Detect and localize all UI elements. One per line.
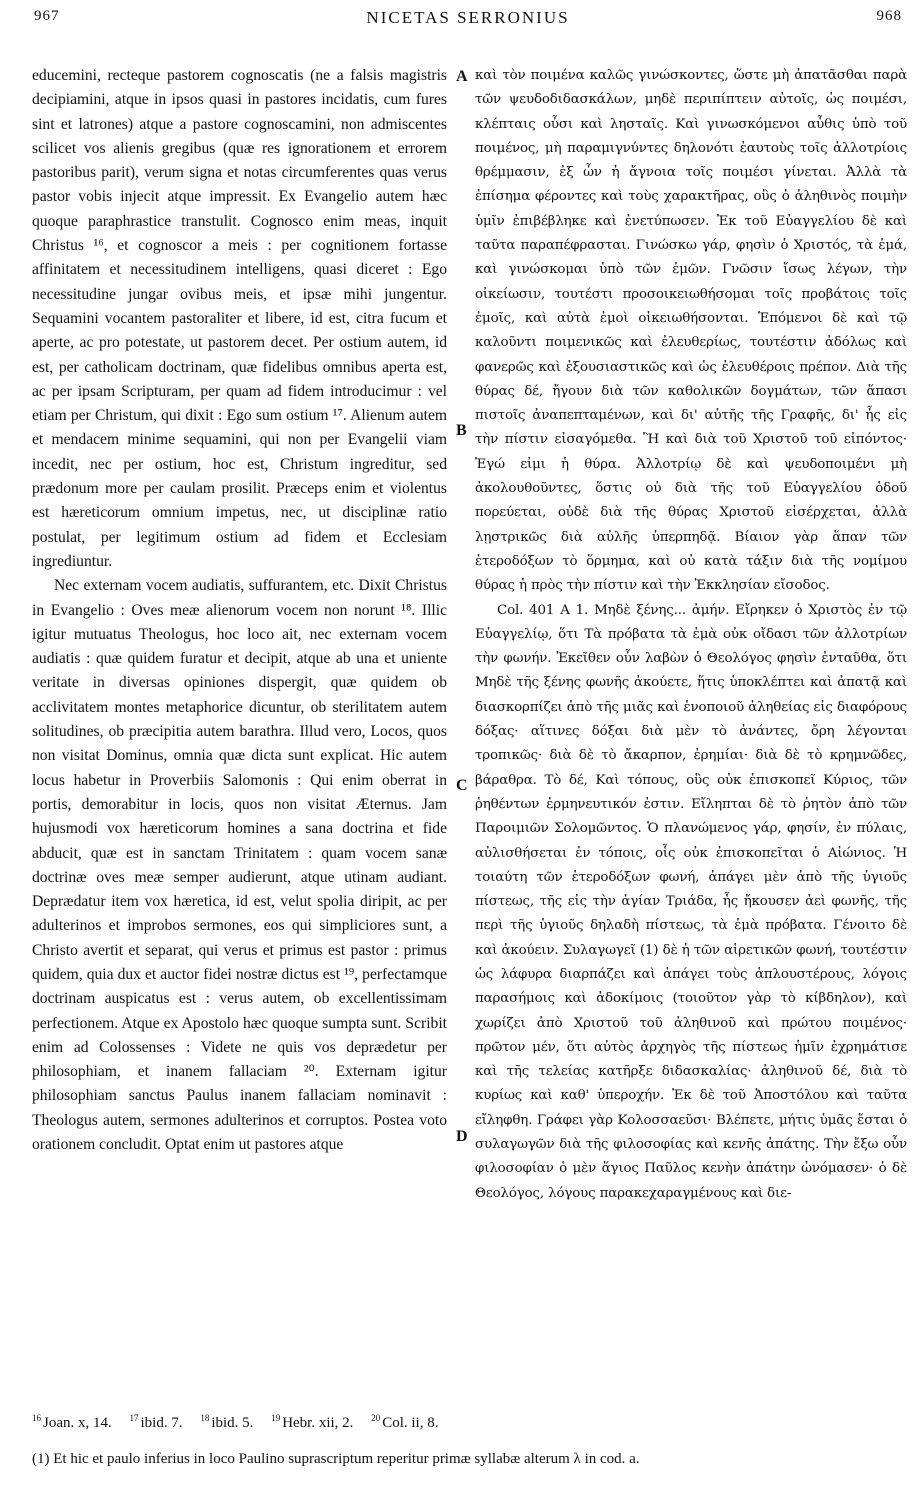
page-number-left: 967 [34,8,60,24]
greek-column [475,64,907,1406]
page-header [34,8,902,32]
footnote-references [32,1413,907,1432]
margin-marker-d: D [456,1128,468,1145]
footnote-19: $^{19}$ Hebr. xii, 2. [271,1413,354,1431]
footnote-18: $^{18}$ ibid. 5. [200,1413,254,1431]
latin-paragraph-2: Nec externam vocem audiatis, suffurantem, etc. Dixit Christus in Evangelio : Oves meæ alienorum vocem non norunt ¹⁸. Illic igitur mutuatus Theologus, hoc loco ait, nec externam vocem audiatis : quæ quidem furatur et decipit, atque ab una et uniente veritate in diversas opiniones dispergit, quæ quidem ob acclivitatem montes metaphorice dicuntur, ob sterilitatem autem solitudines, ob præcipitia autem barathra. Illud vero, Locos, quos non visitat Dominus, omnia quæ dicta sunt explicat. Hic autem locus habetur in Proverbiis Salomonis : Qui enim oberrat in portis, demorabitur in locis, quos non visitat Æternus. Jam hujusmodi vox hæreticorum homines a sana doctrina et fide abducit, quæ est in sanctam Trinitatem : quam vocem sanæ doctrinæ oves meæ semper audierunt, atque utinam audiant. Deprædatur item vox hæretica, id est, velut spolia diripit, ac per adulterinos et improbos sermones, eos qui simpliciores sunt, a Christo avertit et separat, qui verus et primus est pastor : primus quidem, quia dux et auctor fidei nostræ dictus est ¹⁹, perfectamque doctrinam auspicatus est : verus autem, ob excellentissimam perfectionem. Atque ex Apostolo hæc quoque sumpta sunt. Scribit enim ad Colossenses : Videte ne quis vos deprædetur per philosophiam, et inanem fallaciam ²⁰. Externam igitur philosophiam sanctus Paulus inanem fallaciam nominavit : Theologus autem, sermones adulterinos et corruptos. Postea voto orationem concludit. Optat enim ut pastores atque [32,577,447,1154]
footnote-16: $^{16}$ Joan. x, 14. [32,1413,112,1431]
margin-marker-b: B [456,422,467,439]
page-number-right: 968 [876,8,902,24]
footnote-17: $^{17}$ ibid. 7. [129,1413,183,1431]
running-title: NICETAS SERRONIUS [366,8,570,27]
margin-marker-a: A [456,68,468,85]
greek-paragraph-2: Col. 401 A 1. Μηδὲ ξένης... ἀμήν. Εἴρηκεν ὁ Χριστὸς ἐν τῷ Εὐαγγελίῳ, ὅτι Τὰ πρόβατα τὰ ἐμὰ οὐκ οἴδασι τῶν ἀλλοτρίων τὴν φωνήν. Ἐκεῖθεν οὖν λαβὼν ὁ Θεολόγος φησὶν ἐνταῦθα, ὅτι Μηδὲ τῆς ξένης φωνῆς ἀκούετε, ἥτις ὑποκλέπτει καὶ ἀπατᾷ καὶ διασκορπίζει ἀπὸ τῆς μιᾶς καὶ ἑνοποιοῦ ἀληθείας εἰς διαφόρους δόξας· αἵτινες δόξαι διὰ μὲν τὸ ἀνάντες, ὄρη λέγονται τροπικῶς· διὰ δὲ τὸ ἄκαρπον, ἐρημίαι· διὰ δὲ τὸ κρημνῶδες, βάραθρα. Τὸ δέ, Καὶ τόπους, οὓς οὐκ ἐπισκοπεῖ Κύριος, τῶν ῥηθέντων ἑρμηνευτικόν ἐστιν. Εἴληπται δὲ τὸ ῥητὸν ἀπὸ τῶν Παροιμιῶν Σολομῶντος. Ὁ πλανώμενος γάρ, φησίν, ἐν πύλαις, αὐλισθήσεται ἐν τόποις, οἷς οὐκ ἐπισκοπεῖται ὁ Αἰώνιος. Ἡ τοιαύτη τῶν ἑτεροδόξων φωνή, ἀπάγει μὲν ἀπὸ τῆς ὑγιοῦς πίστεως, τῆς εἰς τὴν ἁγίαν Τριάδα, ἧς ἤκουσεν ἀεὶ φωνῆς, τῆς περὶ τῆς ὑγιοῦς δηλαδὴ πίστεως, τὰ ἐμὰ πρόβατα. Γένοιτο δὲ καὶ ἀκούειν. Συλαγωγεῖ (1) δὲ ἡ τῶν αἱρετικῶν φωνή, τουτέστιν ὡς λάφυρα διαρπάζει καὶ ἀπάγει τοὺς ἁπλουστέρους, λόγοις παρασήμοις καὶ ἀδοκίμοις (τοιοῦτον γὰρ τὸ κίβδηλον), καὶ χωρίζει ἀπὸ Χριστοῦ τοῦ ἀληθινοῦ καὶ πρώτου ποιμένος· πρῶτον μέν, ὅτι αὐτὸς ἀρχηγὸς τῆς πίστεως ἡμῖν ἐχρημάτισε καὶ τῆς τελείας κατῆρξε διδασκαλίας· ἀληθινοῦ δέ, διὰ τὸ κυρίως καὶ καθ' ὑπεροχήν. Ἐκ δὲ τοῦ Ἀποστόλου καὶ ταῦτα εἴληφθη. Γράφει γὰρ Κολοσσαεῦσι· Βλέπετε, μήτις ὑμᾶς ἔσται ὁ συλαγωγῶν διὰ τῆς φιλοσοφίας καὶ κενῆς ἀπάτης. Τὴν ἔξω οὖν φιλοσοφίαν ὁ μὲν ἅγιος Παῦλος κενὴν ἀπάτην ὠνόμασεν· ὁ δὲ Θεολόγος, λόγους παρακεχαραγμένους καὶ διε- [475,602,907,1201]
latin-column [32,64,447,1406]
variant-reading-note: (1) Et hic et paulo inferius in loco Paulino suprascriptum reperitur primæ syllabæ alterum λ in cod. a. [32,1451,640,1467]
greek-paragraph-1: καὶ τὸν ποιμένα καλῶς γινώσκοντες, ὥστε μὴ ἀπατᾶσθαι παρὰ τῶν ψευδοδιδασκάλων, μηδὲ περιπίπτειν αὐτοῖς, ὡς ποιμέσι, κλέπταις οὖσι καὶ λησταῖς. Καὶ γινωσκόμενοι αὖθις ὑπὸ τοῦ ποιμένος, μὴ παραμιγνύντες δηλονότι ἑαυτοὺς τοῖς ἀλλοτρίοις θρέμμασιν, ἐξ ὧν ἡ ἄγνοια τοῖς ποιμέσι γίνεται. Ἀλλὰ τὰ ἐπίσημα φέροντες καὶ τοὺς χαρακτῆρας, οὓς ὁ ἀληθινὸς ποιμὴν ὑμῖν ἐπιβέβληκε καὶ ἐνετύπωσεν. Ἐκ τοῦ Εὐαγγελίου δὲ καὶ ταῦτα παραπέφρασται. Γινώσκω γάρ, φησὶν ὁ Χριστός, τὰ ἐμά, καὶ γινώσκομαι ὑπὸ τῶν ἐμῶν. Γνῶσιν ἴσως λέγων, τὴν οἰκείωσιν, τουτέστι προσοικειωθήσομαι τοῖς προβάτοις τοῖς ἐμοῖς, καὶ αὐτὰ ἐμοὶ οἰκειωθήσονται. Ἑπόμενοι δὲ καὶ τῷ καλοῦντι ποιμενικῶς καὶ ἐλευθερίως, τουτέστιν ἀδόλως καὶ φανερῶς καὶ ἐξουσιαστικῶς καὶ ὡς ἐλευθέροις πρέπον. Διὰ τῆς θύρας δέ, ἤγουν διὰ τῶν καθολικῶν δογμάτων, τῶν ἅπασι πιστοῖς ἀναπεπταμένων, καὶ δι' αὐτῆς τῆς Γραφῆς, δι' ἧς εἰς τὴν πίστιν εἰσαγόμεθα. Ἢ καὶ διὰ τοῦ Χριστοῦ τοῦ εἰπόντος· Ἐγώ εἰμι ἡ θύρα. Ἀλλοτρίῳ δὲ καὶ ψευδοποιμένι μὴ ἀκολουθοῦντες, ὅστις οὐ διὰ τῆς τοῦ Εὐαγγελίου ὁδοῦ πορεύεται, οὐδὲ διὰ τῆς θύρας Χριστοῦ εἰσέρχεται, ἀλλὰ λῃστρικῶς διὰ αὐλῆς ὑπερπηδᾷ. Βίαιον γὰρ ἅπαν τῶν ἑτεροδόξων τὸ ὅρμημα, καὶ οὐ κατὰ τάξιν διὰ τῆς νομίμου θύρας ἡ πρὸς τὴν πίστιν καὶ τὴν Ἐκκλησίαν εἴσοδος. [475,68,907,594]
latin-paragraph-1: educemini, recteque pastorem cognoscatis (ne a falsis magistris decipiamini, atque in ipsos quasi in pastores incidatis, cum fures sint et latrones) atque a pastore cognoscamini, non admiscentes scilicet vos alienis gregibus (quæ res ignorationem et errorem pastoribus parit), verum signa et notas circumferentes quas verus pastor vobis injecit atque impressit. Ex Evangelio autem hæc quoque paraphrastice transtulit. Cognosco enim meas, inquit Christus ¹⁶, et cognoscor a meis : per cognitionem fortasse affinitatem et necessitudinem intelligens, quasi diceret : Ego necessitudine jungar ovibus meis, et ipsæ mihi jungentur. Sequamini vocantem pastoraliter et libere, id est, citra fucum et aperte, ac pro potestate, ut pastorem decet. Per ostium autem, id est, per catholicam doctrinam, quæ fidelibus omnibus aperta est, ac per ipsam Scripturam, per quam ad fidem introducimur : vel etiam per Christum, qui dixit : Ego sum ostium ¹⁷. Alienum autem et mendacem minime sequamini, qui non per Evangelii viam incedit, nec per ostium, hoc est, Christum ingreditur, sed prædonum more per caulam prosilit. Præceps enim et violentus est hæreticorum omnium impetus, nec, ut disciplinæ ratio postulat, per legitimum ostium ad fidem et Ecclesiam ingrediuntur. [32,67,447,570]
footnote-20: $^{20}$ Col. ii, 8. [371,1413,439,1431]
margin-marker-c: C [456,777,468,794]
